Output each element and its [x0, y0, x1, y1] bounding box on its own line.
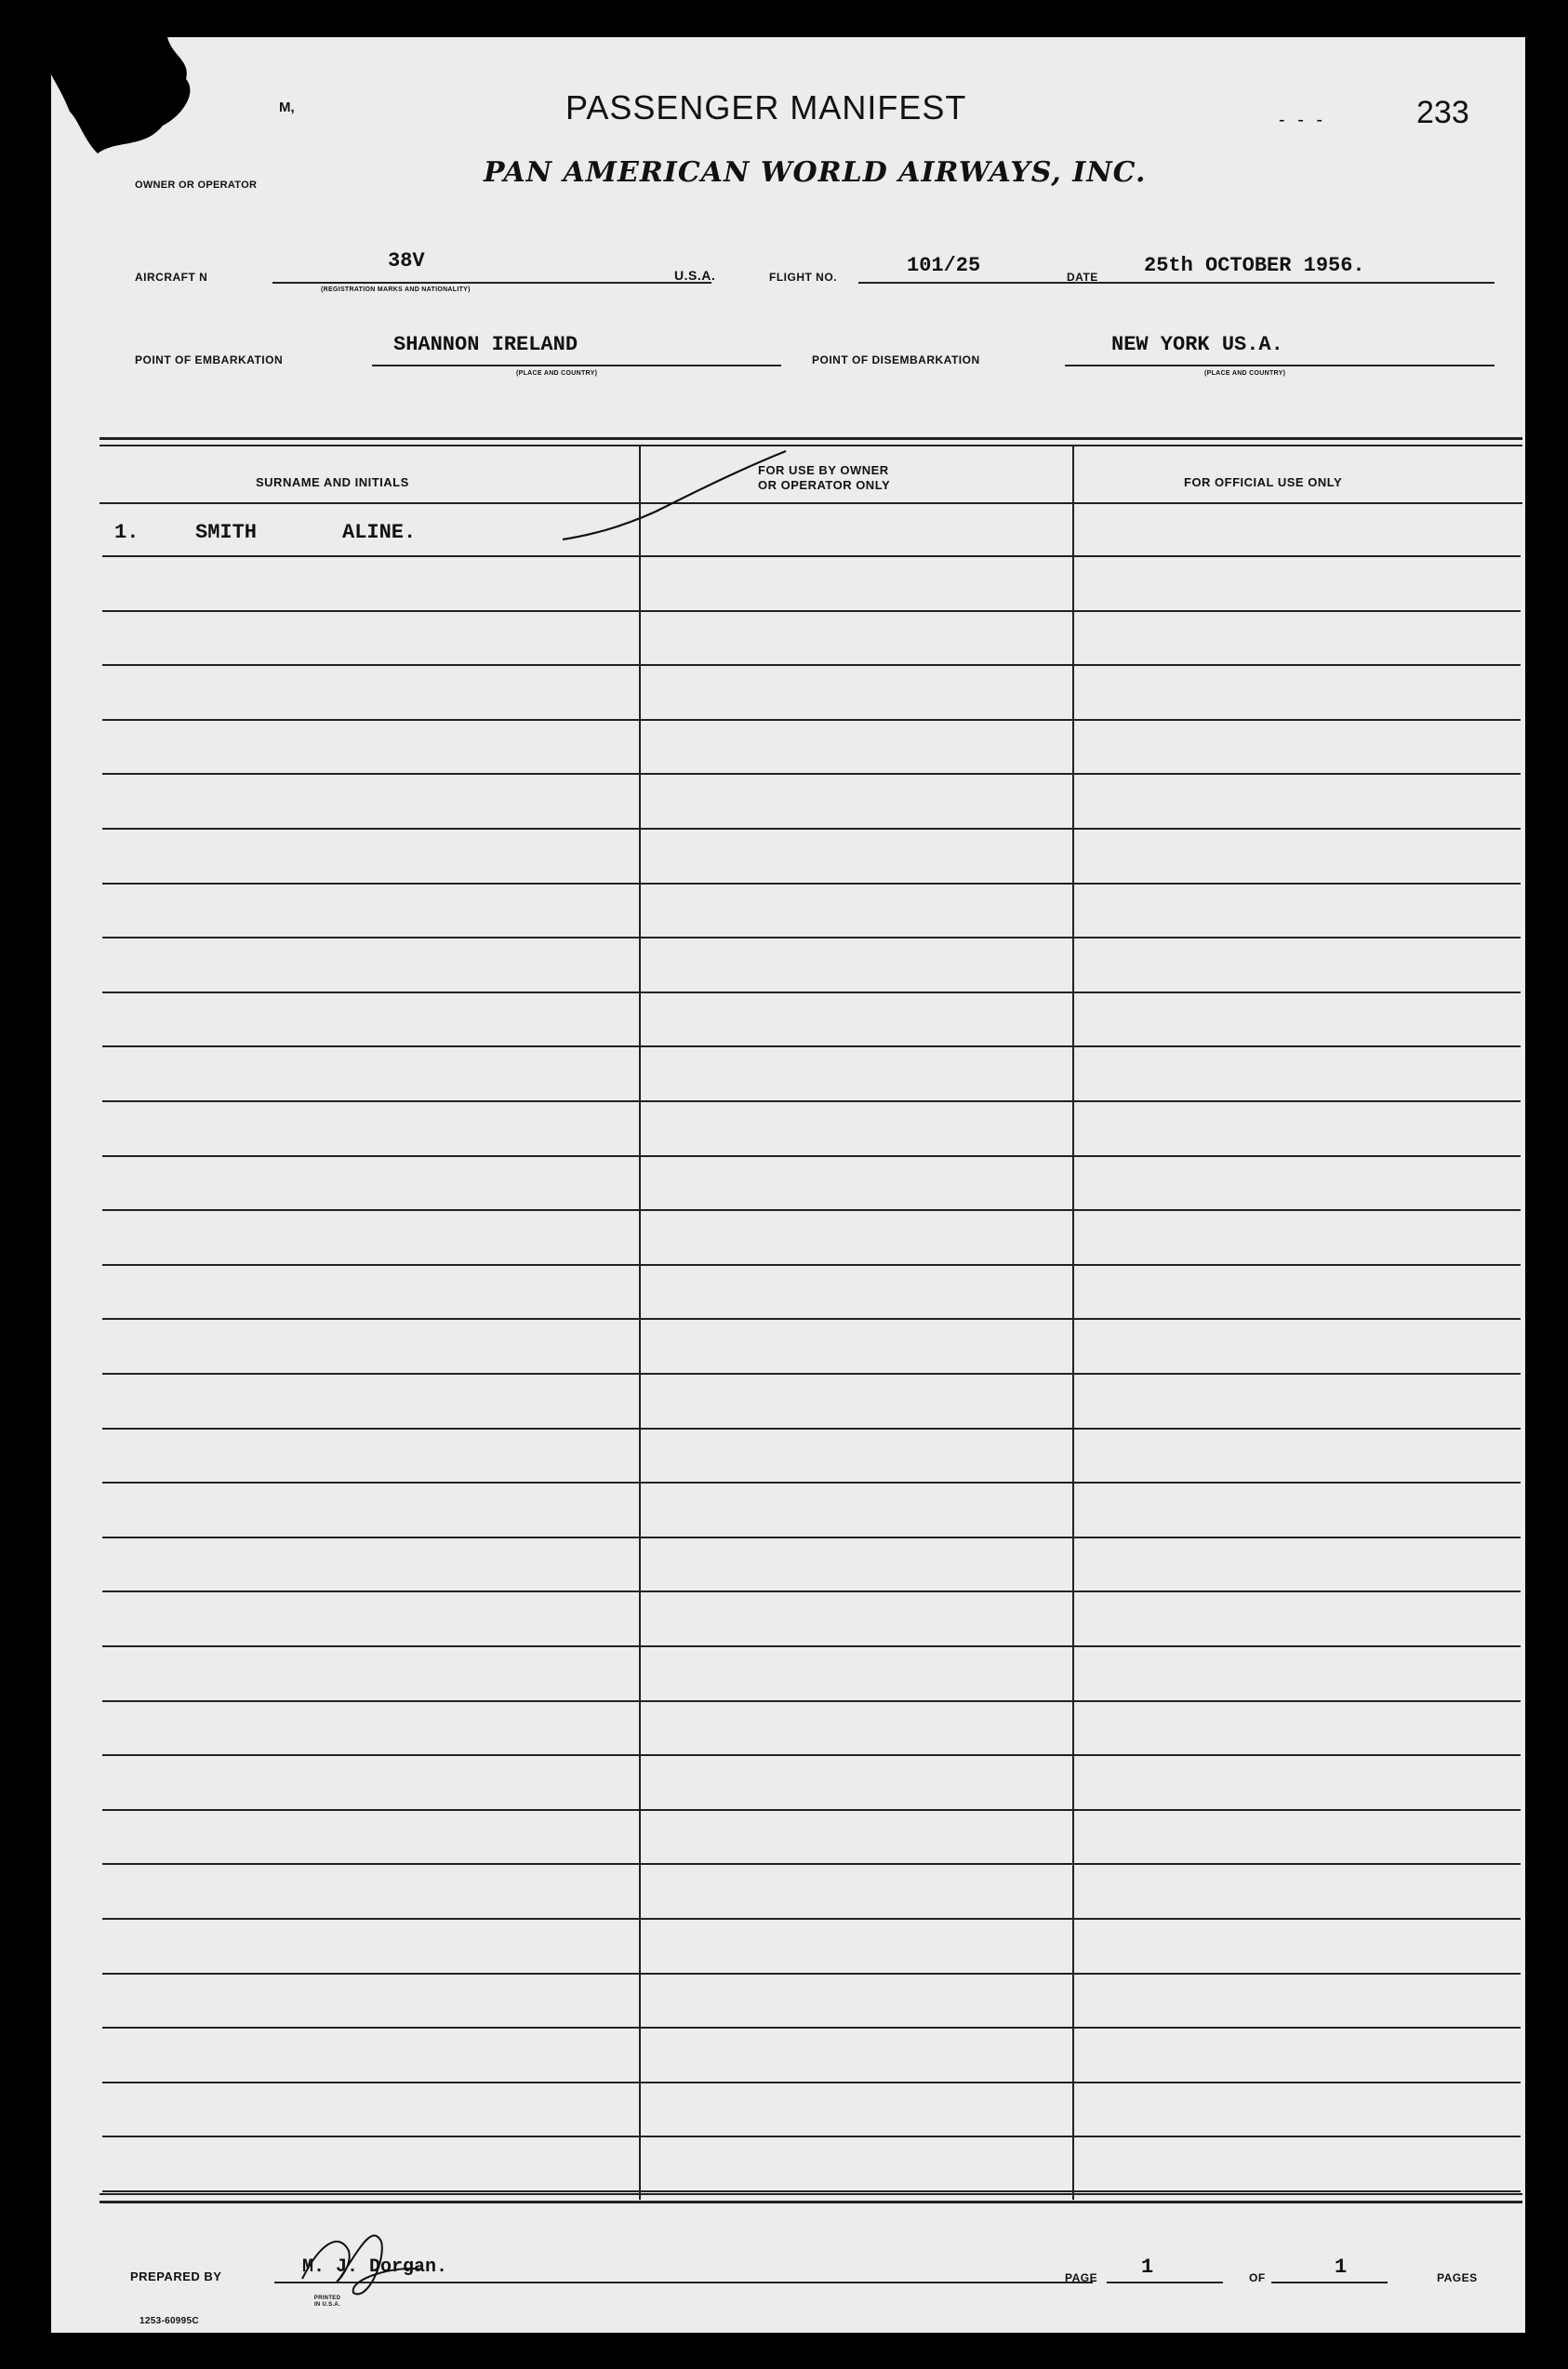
ruled-line — [102, 555, 1521, 557]
ruled-line — [102, 937, 1521, 938]
ruled-line — [102, 1264, 1521, 1266]
column-divider-2 — [1072, 446, 1074, 2200]
ruled-line — [102, 1809, 1521, 1811]
flight-label: FLIGHT NO. — [769, 271, 837, 284]
ruled-line — [102, 1863, 1521, 1865]
prepared-value: M. J. Dorgan. — [302, 2256, 448, 2278]
aircraft-note: (REGISTRATION MARKS AND NATIONALITY) — [321, 286, 471, 293]
ruled-line — [102, 2136, 1521, 2137]
disembarkation-note: (PLACE AND COUNTRY) — [1204, 370, 1286, 377]
row-number: 1. — [114, 521, 140, 544]
usa-label: U.S.A. — [674, 268, 716, 283]
printed-note: PRINTED IN U.S.A. — [313, 2296, 341, 2308]
ruled-line — [102, 664, 1521, 666]
embarkation-label: POINT OF EMBARKATION — [135, 353, 284, 366]
ruled-line — [102, 992, 1521, 993]
pages-label: PAGES — [1437, 2271, 1478, 2284]
aircraft-label: AIRCRAFT N — [135, 271, 208, 284]
aircraft-value: 38V — [388, 249, 425, 273]
torn-corner-fragment: M, — [279, 100, 295, 115]
page-label: PAGE — [1065, 2271, 1098, 2284]
embarkation-value: SHANNON IRELAND — [393, 333, 578, 356]
signature-scrawl — [284, 2214, 451, 2307]
ruled-line — [102, 2082, 1521, 2083]
ruled-line — [102, 719, 1521, 721]
date-label: DATE — [1067, 271, 1098, 284]
disembarkation-value: NEW YORK US.A. — [1111, 333, 1283, 356]
of-label: OF — [1249, 2271, 1266, 2284]
form-code: 1253-60995C — [140, 2316, 199, 2326]
ruled-line — [102, 1045, 1521, 1047]
ruled-line — [102, 1209, 1521, 1211]
header-dashes: - - - — [1279, 110, 1327, 130]
embarkation-note: (PLACE AND COUNTRY) — [516, 370, 598, 377]
ruled-line — [102, 883, 1521, 885]
manifest-sheet — [51, 37, 1525, 2333]
ruled-line — [102, 1318, 1521, 1320]
ruled-line — [102, 773, 1521, 775]
col-header-surname: SURNAME AND INITIALS — [256, 475, 409, 489]
torn-corner — [51, 37, 200, 167]
owner-label: OWNER OR OPERATOR — [135, 180, 258, 191]
disembarkation-label: POINT OF DISEMBARKATION — [812, 353, 980, 366]
ruled-line — [102, 1537, 1521, 1538]
ruled-line — [102, 1100, 1521, 1102]
ruled-line — [102, 828, 1521, 830]
column-divider-1 — [639, 446, 641, 2200]
ruled-line — [102, 2190, 1521, 2192]
page-title: PASSENGER MANIFEST — [565, 88, 967, 126]
ruled-line — [102, 1700, 1521, 1702]
page-number: 233 — [1416, 95, 1469, 130]
of-value: 1 — [1335, 2256, 1348, 2279]
ruled-line — [102, 1754, 1521, 1756]
col-header-owner-2: OR OPERATOR ONLY — [758, 478, 891, 492]
ruled-line — [102, 1645, 1521, 1647]
ruled-line — [102, 2027, 1521, 2029]
ruled-line — [102, 1155, 1521, 1157]
prepared-label: PREPARED BY — [130, 2269, 222, 2283]
company-name: PAN AMERICAN WORLD AIRWAYS, INC. — [484, 156, 1147, 189]
passenger-initials: ALINE. — [342, 521, 417, 544]
ruled-line — [102, 610, 1521, 612]
ruled-line — [102, 1482, 1521, 1484]
ruled-line — [102, 1428, 1521, 1430]
passenger-surname: SMITH — [195, 521, 258, 544]
ruled-line — [102, 1918, 1521, 1920]
check-stroke — [553, 446, 795, 558]
ruled-line — [102, 1373, 1521, 1375]
ruled-line — [102, 1590, 1521, 1592]
col-header-official: FOR OFFICIAL USE ONLY — [1184, 475, 1343, 489]
col-header-owner-1: FOR USE BY OWNER — [758, 463, 889, 477]
ruled-line — [102, 1973, 1521, 1975]
page-value: 1 — [1141, 2256, 1154, 2279]
date-value: 25th OCTOBER 1956. — [1144, 254, 1365, 277]
flight-value: 101/25 — [907, 254, 981, 277]
